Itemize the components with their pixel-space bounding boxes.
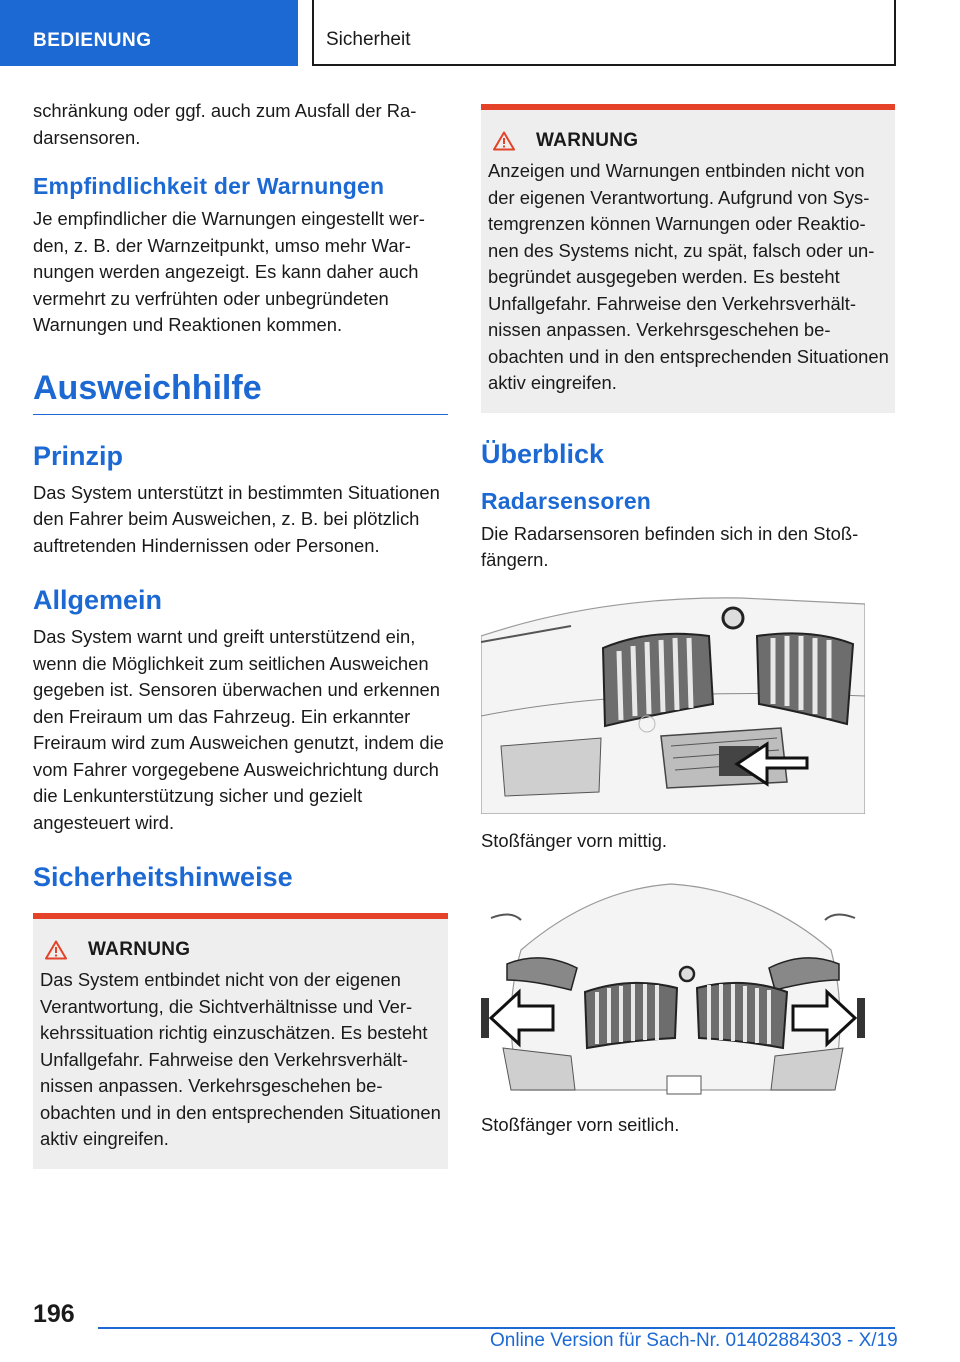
- bumper-center-illustration: [481, 596, 865, 814]
- left-column: [33, 98, 448, 1169]
- topic-header: [312, 0, 896, 66]
- warning-text: Das System entbindet nicht von der eigenen Verantwortung, die Sichtverhältnisse und Verkehrssituation richtig einzuschätzen. Es besteht Unfallgefahr. Fahrweise den Verkehrsverhältnissen anpassen. Verkehrsgeschehen beobachten und in den entsprechenden Situationen aktiv eingreifen.: [40, 969, 441, 1149]
- figure-caption-side: Stoßfänger vorn seitlich.: [481, 1114, 680, 1135]
- bumper-side-illustration: [481, 880, 865, 1098]
- section-label: BEDIENUNG: [33, 30, 152, 51]
- radar-text: Die Radarsensoren befinden sich in den Stoßfängern.: [481, 522, 859, 570]
- warning-triangle-icon: [493, 131, 515, 151]
- page-title: Ausweichhilfe: [33, 369, 448, 415]
- principle-text: Das System unterstützt in bestimmten Situationen den Fahrer beim Ausweichen, z. B. bei plötzlich auftretenden Hindernissen oder Personen.: [33, 481, 440, 556]
- warning-box-safety: [33, 913, 448, 1169]
- footer-divider: [98, 1327, 895, 1329]
- radar-heading: Radarsensoren: [481, 487, 652, 514]
- warning-label: WARNUNG: [88, 939, 191, 960]
- sensitivity-text: Je empfindlicher die Warnungen eingestellt werden, z. B. der Warnzeitpunkt, umso mehr Warnungen werden angezeigt. Es kann daher auch vermehrt zu verfrühten oder unbegründeten Warnungen und Reaktionen kommen.: [33, 208, 425, 335]
- footer-online-version: Online Version für Sach-Nr. 01402884303 - X/19: [490, 1330, 898, 1351]
- overview-heading: Überblick: [481, 438, 605, 469]
- warning-label: WARNUNG: [536, 130, 639, 151]
- section-tab: [0, 0, 298, 66]
- general-heading: Allgemein: [33, 585, 163, 615]
- figure-caption-center: Stoßfänger vorn mittig.: [481, 829, 668, 851]
- warning-text: Anzeigen und Warnungen entbinden nicht von der eigenen Verantwortung. Aufgrund von Systemgrenzen können Warnungen oder Reaktionen des Systems nicht, zu spät, falsch oder unbegründet ausgegeben werden. Es besteht Unfallgefahr. Fahrweise den Verkehrsverhältnissen anpassen. Verkehrsgeschehen beobachten und in den entsprechenden Situationen aktiv eingreifen.: [488, 160, 889, 393]
- page-number: 196: [33, 1300, 75, 1328]
- topic-label: Sicherheit: [326, 29, 411, 50]
- warning-box-display: [481, 104, 895, 413]
- principle-heading: Prinzip: [33, 440, 124, 471]
- intro-text: schränkung oder ggf. auch zum Ausfall der Radarsensoren.: [33, 100, 417, 148]
- general-text: Das System warnt und greift unterstützend ein, wenn die Möglichkeit zum seitlichen Ausweichen gegeben ist. Sensoren überwachen und erkennen den Freiraum um das Fahrzeug. Ein erkannter Freiraum wird zum Ausweichen genutzt, indem die vom Fahrer vorgegebene Ausweichrichtung durch die Lenkunterstützung sicher und gezielt angesteuert wird.: [33, 626, 444, 833]
- right-column: [481, 104, 895, 1139]
- sensitivity-heading: Empfindlichkeit der Warnungen: [33, 173, 385, 199]
- safety-heading: Sicherheitshinweise: [33, 862, 293, 892]
- warning-triangle-icon: [45, 940, 67, 960]
